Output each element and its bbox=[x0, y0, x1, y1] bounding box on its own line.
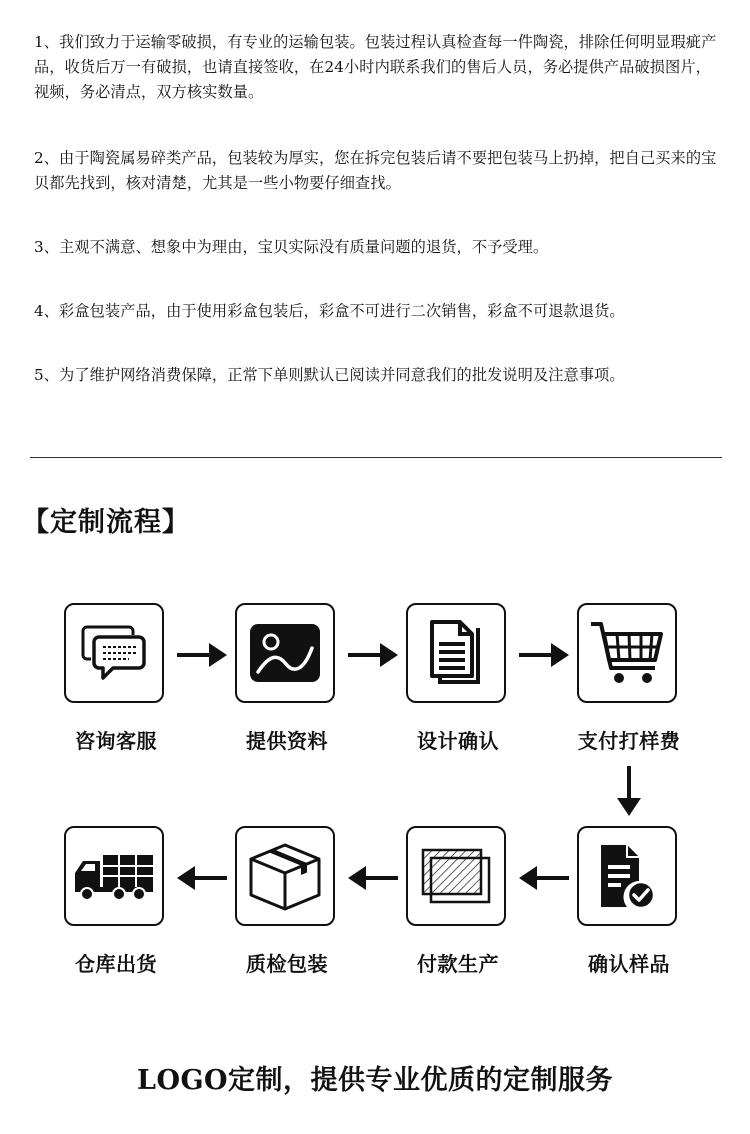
verified-document-icon bbox=[597, 841, 657, 911]
step-consult bbox=[64, 603, 168, 753]
step-warehouse-shipment-box bbox=[64, 826, 164, 926]
arrow-right-icon bbox=[346, 640, 400, 670]
arrow-left-icon bbox=[175, 863, 229, 893]
step-consult-label: 咨询客服 bbox=[75, 729, 157, 753]
footer-slogan: LOGO定制，提供专业优质的定制服务 bbox=[136, 1065, 614, 1096]
step-warehouse-shipment bbox=[64, 826, 168, 976]
step-design-confirm-label: 设计确认 bbox=[417, 729, 499, 753]
step-qc-packing bbox=[235, 826, 339, 976]
chat-bubbles-icon bbox=[79, 621, 149, 685]
step-provide-materials-label: 提供资料 bbox=[246, 729, 328, 753]
note-2: 2、由于陶瓷属易碎类产品，包装较为厚实，您在拆完包装后请不要把包装马上扔掉，把自己买来的宝贝都先找到，核对清楚，尤其是一些小物要仔细查找。 bbox=[34, 149, 717, 192]
arrow-left-icon bbox=[517, 863, 571, 893]
step-provide-materials bbox=[235, 603, 339, 753]
step-confirm-sample-box bbox=[577, 826, 677, 926]
document-icon bbox=[426, 618, 486, 688]
arrow-right-icon bbox=[175, 640, 229, 670]
step-pay-production-label: 付款生产 bbox=[417, 952, 499, 976]
delivery-truck-icon bbox=[73, 851, 155, 901]
step-qc-packing-label: 质检包装 bbox=[246, 952, 328, 976]
step-consult-box bbox=[64, 603, 164, 703]
arrow-down-icon bbox=[614, 764, 644, 818]
step-confirm-sample bbox=[577, 826, 681, 976]
step-pay-sample-fee bbox=[577, 603, 681, 753]
step-pay-sample-fee-box bbox=[577, 603, 677, 703]
note-4: 4、彩盒包装产品，由于使用彩盒包装后，彩盒不可进行二次销售，彩盒不可退款退货。 bbox=[34, 302, 625, 320]
hatched-sheets-icon bbox=[419, 846, 493, 906]
process-title: 【定制流程】 bbox=[22, 507, 190, 538]
step-design-confirm bbox=[406, 603, 510, 753]
image-icon bbox=[248, 622, 322, 684]
note-1: 1、我们致力于运输零破损，有专业的运输包装。包装过程认真检查每一件陶瓷，排除任何明显瑕疵产品，收货后万一有破损，也请直接签收，在24小时内联系我们的售后人员，务必提供产品破损图片，视频，务必清点，双方核实数量。 bbox=[34, 33, 717, 101]
step-confirm-sample-label: 确认样品 bbox=[588, 952, 670, 976]
step-pay-production bbox=[406, 826, 510, 976]
step-warehouse-shipment-label: 仓库出货 bbox=[75, 952, 157, 976]
note-5: 5、为了维护网络消费保障，正常下单则默认已阅读并同意我们的批发说明及注意事项。 bbox=[34, 366, 625, 384]
step-provide-materials-box bbox=[235, 603, 335, 703]
package-box-icon bbox=[247, 839, 323, 913]
step-design-confirm-box bbox=[406, 603, 506, 703]
step-pay-production-box bbox=[406, 826, 506, 926]
step-qc-packing-box bbox=[235, 826, 335, 926]
arrow-right-icon bbox=[517, 640, 571, 670]
note-3: 3、主观不满意、想象中为理由，宝贝实际没有质量问题的退货，不予受理。 bbox=[34, 238, 549, 256]
shopping-cart-icon bbox=[589, 618, 665, 688]
arrow-left-icon bbox=[346, 863, 400, 893]
step-pay-sample-fee-label: 支付打样费 bbox=[577, 729, 681, 753]
section-divider bbox=[30, 457, 722, 458]
